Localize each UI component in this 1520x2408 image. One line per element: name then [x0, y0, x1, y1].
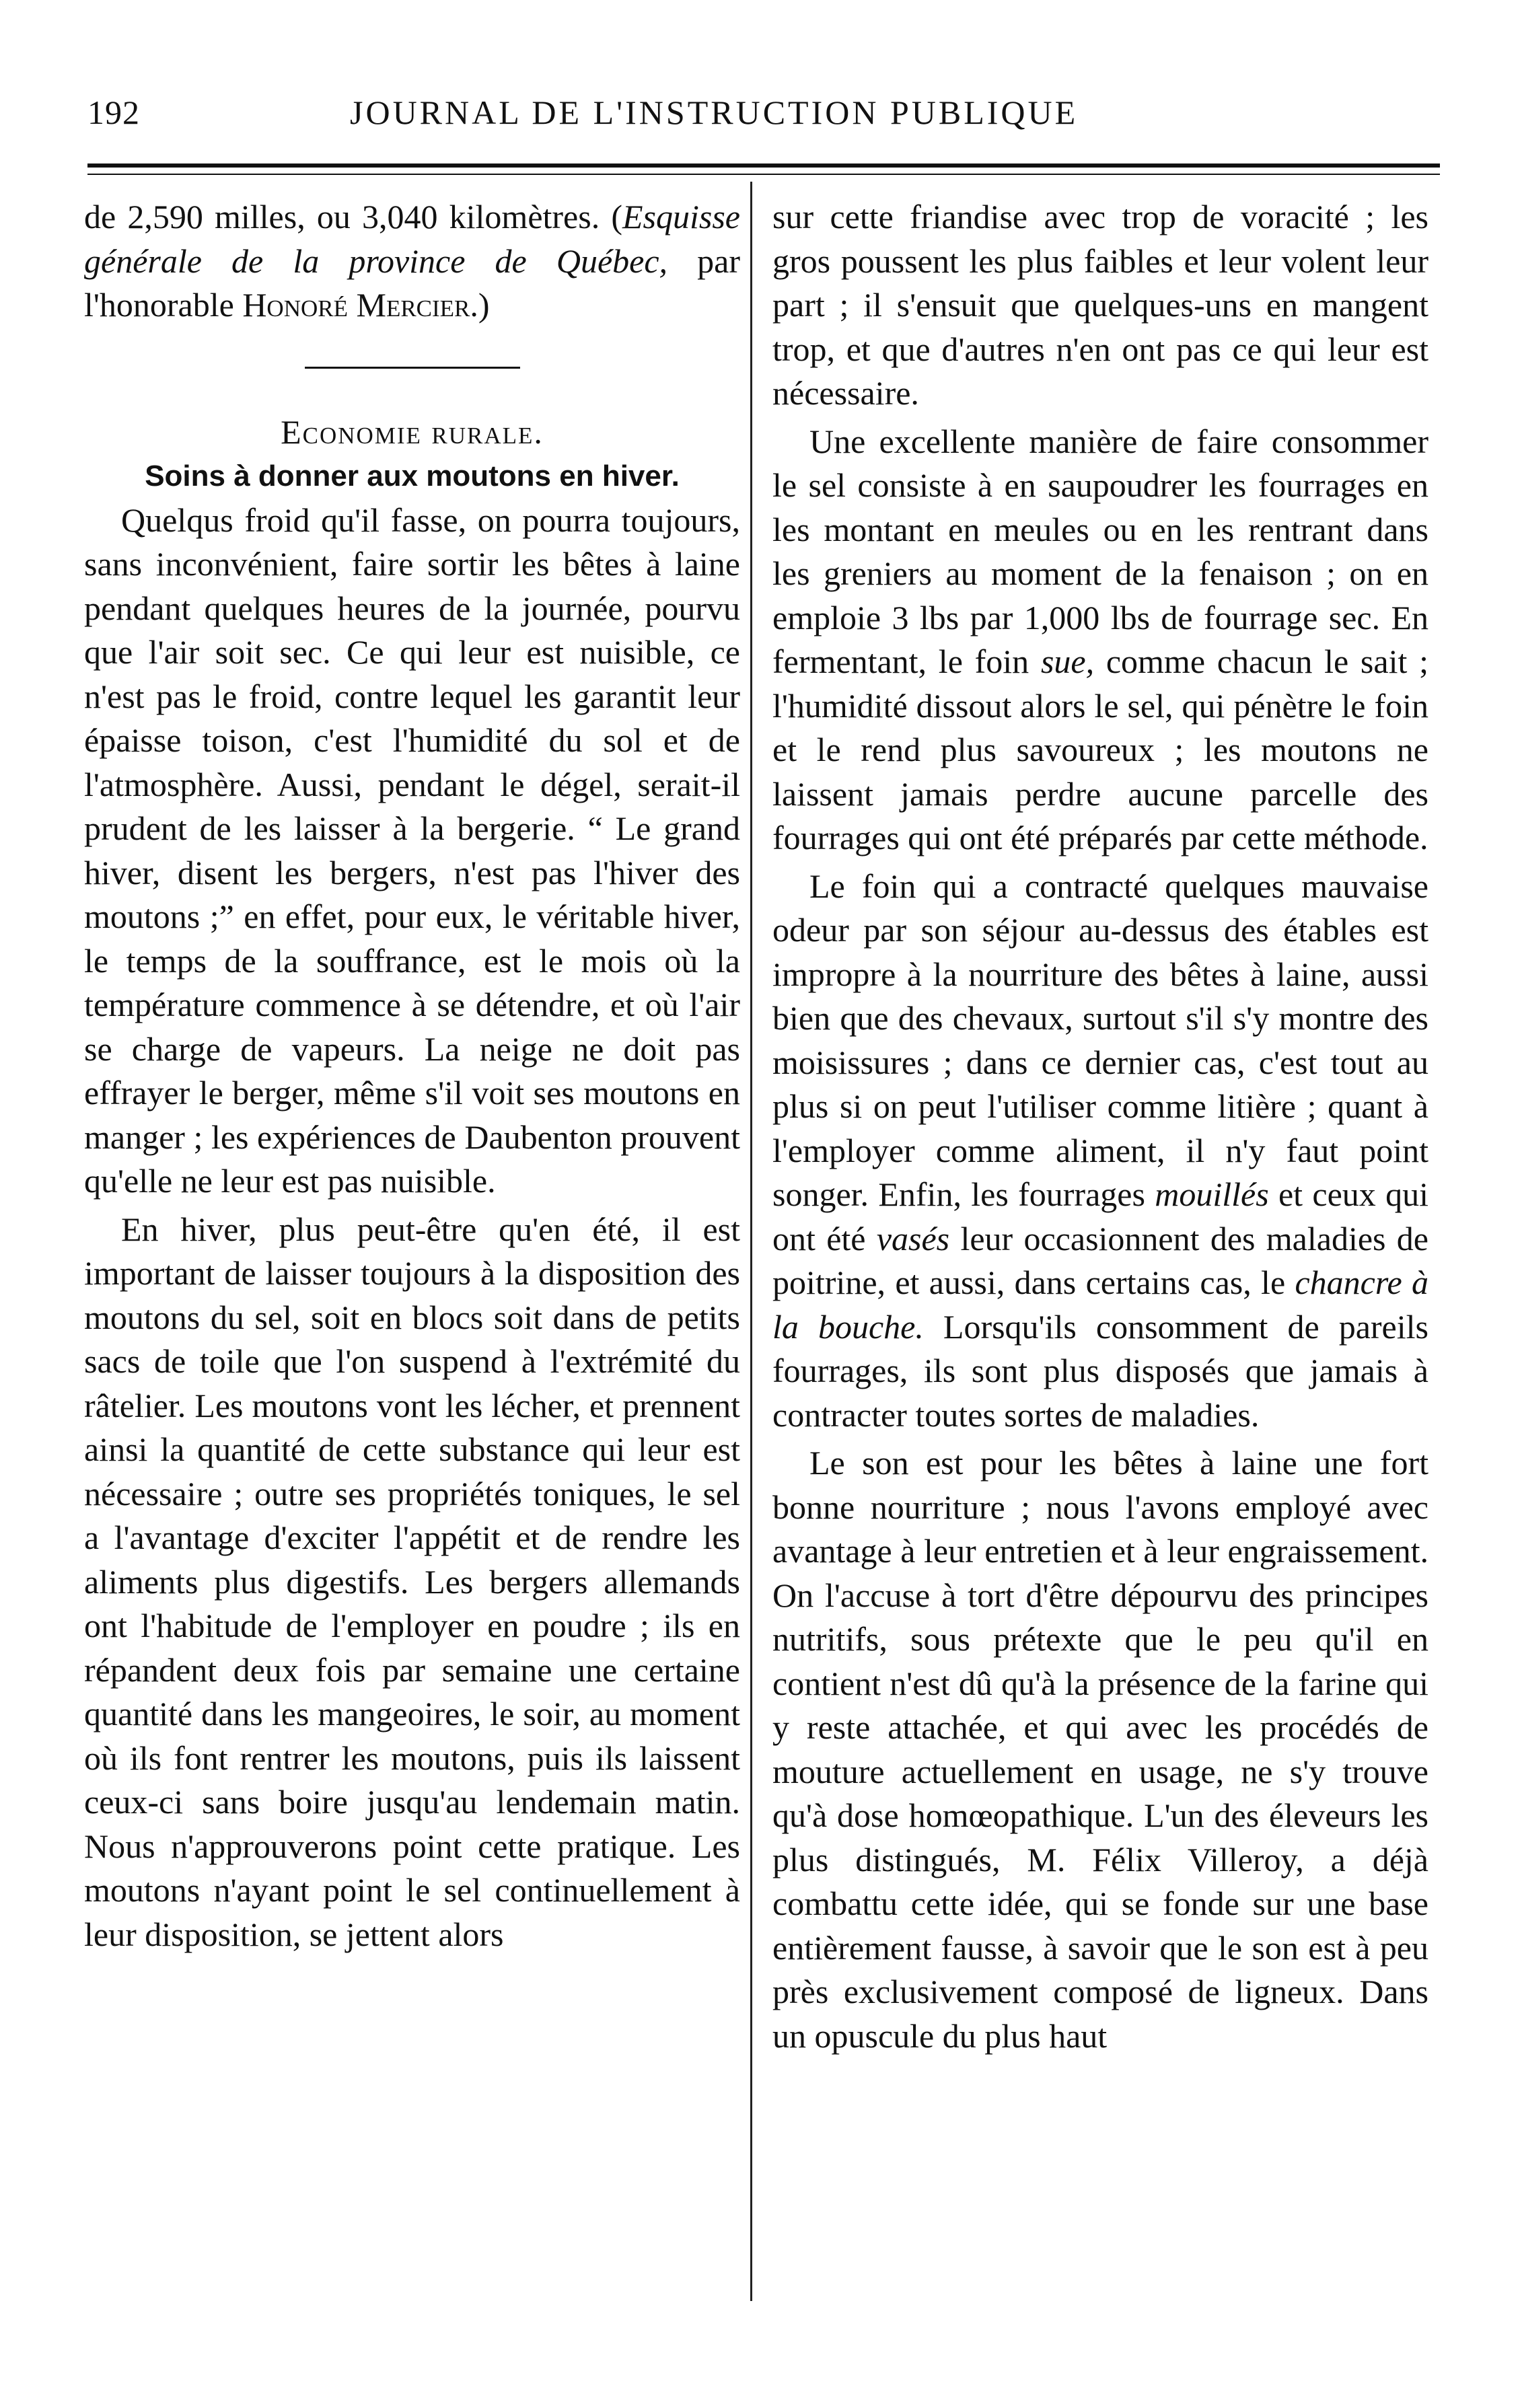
- header-rule-thin: [87, 174, 1440, 175]
- page-number: 192: [87, 94, 140, 131]
- left-column: [84, 195, 740, 2335]
- intro-text-end: .): [470, 286, 490, 324]
- intro-author: Honoré Mercier: [242, 286, 470, 324]
- p3-text-d: Lorsqu'ils consomment de pareils fourrages, ils sont plus disposés que jamais à contracter toutes sortes de maladies.: [772, 1307, 1428, 1434]
- page-header: [87, 93, 1440, 140]
- intro-text-1: de 2,590 milles, ou 3,040 kilomètres. (: [84, 198, 622, 235]
- p3-italic-3: chancre à la bouche.: [772, 1264, 1428, 1346]
- right-paragraph-3: [772, 865, 1428, 1438]
- p3-italic-2: vasés: [876, 1219, 950, 1257]
- left-paragraph-1: Quelqus froid qu'il fasse, on pourra toujours, sans inconvénient, faire sortir les bêtes à laine pendant quelques heures de la journée, pourvu que l'air soit sec. Ce qui leur est nuisible, ce n'est pas le froid, contre lequel les garantit leur épaisse toison, c'est l'humidité du sol et de l'atmosphère. Aussi, pendant le dégel, serait-il prudent de les laisser à la bergerie. “ Le grand hiver, disent les bergers, n'est pas l'hiver des moutons ;” en effet, pour eux, le véritable hiver, le temps de la souffrance, est le mois où la température commence à se détendre, et où l'air se charge de vapeurs. La neige ne doit pas effrayer le berger, même s'il voit ses moutons en manger ; les expériences de Daubenton prouvent qu'elle ne leur est pas nuisible.: [84, 501, 740, 1200]
- right-paragraph-1: sur cette friandise avec trop de voracité ; les gros poussent les plus faibles et leur volent leur part ; il s'ensuit que quelques-uns en mangent trop, et que d'autres n'en ont pas ce qui leur est nécessaire.: [772, 198, 1428, 412]
- p3-text-a: Le foin qui a contracté quelques mauvaise odeur par son séjour au-dessus des étables est impropre à la nourriture des bêtes à laine, aussi bien que des chevaux, surtout s'il s'y montre des moisissures ; dans ce dernier cas, c'est tout au plus si on peut l'utiliser comme litière ; quant à l'employer comme aliment, il n'y faut point songer. Enfin, les fourrages: [772, 867, 1428, 1213]
- article-title: Soins à donner aux moutons en hiver.: [145, 460, 680, 492]
- p2-text-b: comme chacun le sait ; l'humidité dissout alors le sel, qui pénètre le foin et le rend plus savoureux ; les moutons ne laissent jamais perdre aucune parcelle des fourrages qui ont été préparés par cette méthode.: [772, 643, 1428, 856]
- p2-text-a: Une excellente manière de faire consommer le sel consiste à en saupoudrer les fourrages en les montant en meules ou en les rentrant dans les greniers au moment de la fenaison ; on en emploie 3 lbs par 1,000 lbs de fourrage sec. En fermentant, le foin: [772, 422, 1428, 680]
- p3-text-b: et ceux qui ont été: [772, 1175, 1428, 1257]
- left-paragraph-2: En hiver, plus peut-être qu'en été, il est important de laisser toujours à la disposition des moutons du sel, soit en blocs soit dans de petits sacs de toile que l'on suspend à l'extrémité du râtelier. Les moutons vont les lécher, et prennent ainsi la quantité de cette substance qui leur est nécessaire ; outre ses propriétés toniques, le sel a l'avantage d'exciter l'appétit et de rendre les aliments plus digestifs. Les bergers allemands ont l'habitude de l'employer en poudre ; ils en répandent deux fois par semaine une certaine quantité dans les mangeoires, le soir, au moment où ils font rentrer les moutons, puis ils laissent ceux-ci sans boire jusqu'au lendemain matin. Nous n'approuverons point cette pratique. Les moutons n'ayant point le sel continuellement à leur disposition, se jettent alors: [84, 1210, 740, 1953]
- intro-paragraph: [84, 195, 740, 328]
- header-rule-thick: [87, 163, 1440, 168]
- intro-italic: Esquisse générale de la province de Québec,: [84, 198, 740, 280]
- right-paragraph-4: Le son est pour les bêtes à laine une fort bonne nourriture ; nous l'avons employé avec avantage à leur entretien et à leur engraissement. On l'accuse à tort d'être dépourvu des principes nutritifs, sous prétexte que le peu qu'il en contient n'est dû qu'à la présence de la farine qui y reste attachée, et qui avec les procédés de mouture actuellement en usage, ne s'y trouve qu'à dose homœopathique. L'un des éleveurs les plus distingués, M. Félix Villeroy, a déjà combattu cette idée, qui se fonde sur une base entièrement fausse, à savoir que le son est à peu près exclusivement composé de ligneux. Dans un opuscule du plus haut: [772, 1444, 1428, 2055]
- intro-text-2: par l'honorable: [84, 242, 740, 324]
- right-paragraph-2: [772, 420, 1428, 861]
- p3-text-c: leur occasionnent des maladies de poitrine, et aussi, dans certains cas, le: [772, 1219, 1428, 1301]
- p2-italic: sue,: [1040, 643, 1095, 680]
- section-title: Economie rurale.: [281, 412, 544, 451]
- right-column: [772, 195, 1428, 2335]
- section-separator-rule: [305, 367, 520, 369]
- p3-italic-1: mouillés: [1155, 1175, 1269, 1213]
- running-title: JOURNAL DE L'INSTRUCTION PUBLIQUE: [350, 94, 1079, 131]
- column-divider: [750, 182, 752, 2301]
